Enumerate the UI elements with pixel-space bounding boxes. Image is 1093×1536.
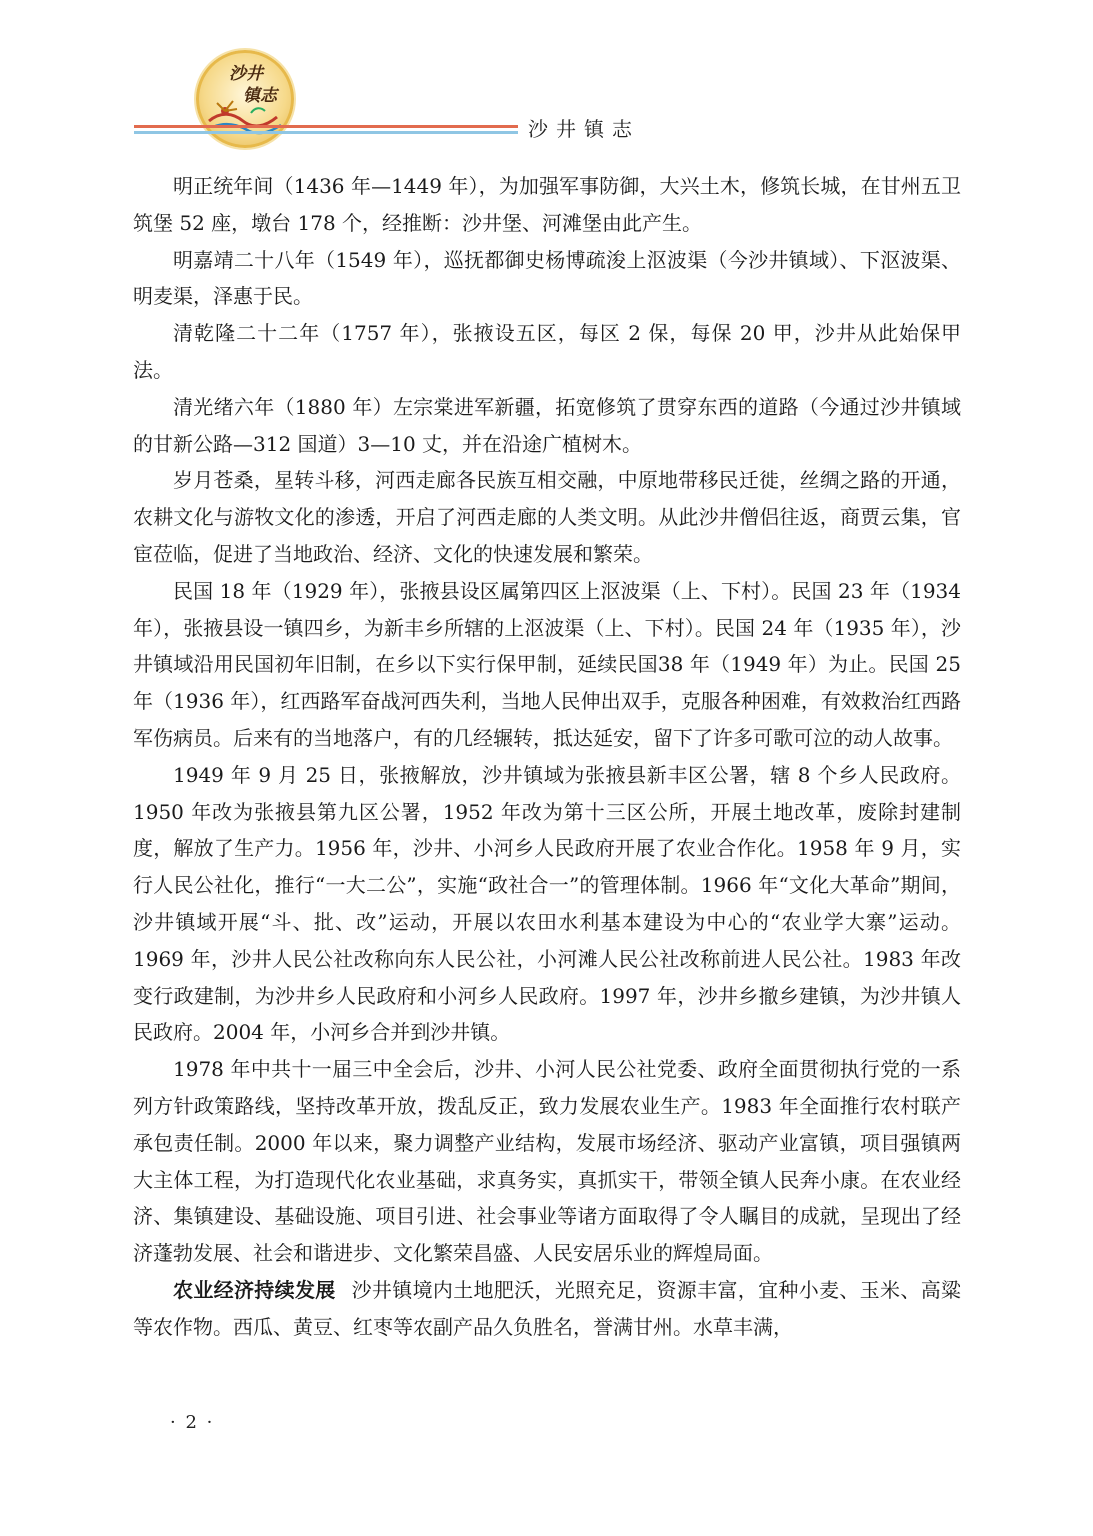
paragraph: 岁月苍桑，星转斗移，河西走廊各民族互相交融，中原地带移民迁徙，丝绸之路的开通，农耕文化与游牧文化的渗透，开启了河西走廊的人类文明。从此沙井僧侣往返，商贾云集，官宦莅临，促进了当地政治、经济、文化的快速发展和繁荣。 [133, 468, 961, 566]
page-number: · 2 · [170, 1412, 215, 1433]
paragraph: 1949 年 9 月 25 日，张掖解放，沙井镇域为张掖县新丰区公署，辖 8 个乡人民政府。1950 年改为张掖县第九区公署，1952 年改为第十三区公所，开展土地改革，废除封建制度，解放了生产力。1956 年，沙井、小河乡人民政府开展了农业合作化。1958 年 9 月，实行人民公社化，推行“一大二公”，实施“政社合一”的管理体制。1966 年“文化大革命”期间，沙井镇域开展“斗、批、改”运动，开展以农田水利基本建设为中心的“农业学大寨”运动。1969 年，沙井人民公社改称向东人民公社，小河滩人民公社改称前进人民公社。1983 年改变行政建制，为沙井乡人民政府和小河乡人民政府。1997 年，沙井乡撤乡建镇，为沙井镇人民政府。2004 年，小河乡合并到沙井镇。 [133, 762, 961, 1045]
page-header [0, 0, 1093, 150]
section-run-in-heading: 农业经济持续发展 [173, 1277, 336, 1302]
paragraph: 清光绪六年（1880 年）左宗棠进军新疆，拓宽修筑了贯穿东西的道路（今通过沙井镇域的甘新公路—312 国道）3—10 丈，并在沿途广植树木。 [133, 394, 961, 456]
paragraph-text: 沙井镇境内土地肥沃，光照充足，资源丰富，宜种小麦、玉米、高粱等农作物。西瓜、黄豆、红枣等农副产品久负胜名，誉满甘州。水草丰满， [133, 1277, 962, 1339]
header-rule-blue [134, 131, 518, 134]
logo-title-line1: 沙井 [229, 64, 263, 84]
logo-title-line2: 镇志 [243, 86, 277, 106]
paragraph: 清乾隆二十二年（1757 年），张掖设五区，每区 2 保，每保 20 甲，沙井从此始保甲法。 [133, 321, 961, 382]
paragraph-with-heading [133, 1272, 961, 1346]
paragraph: 1978 年中共十一届三中全会后，沙井、小河人民公社党委、政府全面贯彻执行党的一系列方针政策路线，坚持改革开放，拨乱反正，致力发展农业生产。1983 年全面推行农村联产承包责任制。2000 年以来，聚力调整产业结构，发展市场经济、驱动产业富镇，项目强镇两大主体工程，为打造现代化农业基础，求真务实，真抓实干，带领全镇人民奔小康。在农业经济、集镇建设、基础设施、项目引进、社会事业等诸方面取得了令人瞩目的成就，呈现出了经济蓬勃发展、社会和谐进步、文化繁荣昌盛、人民安居乐业的辉煌局面。 [133, 1057, 961, 1266]
body-text [133, 168, 961, 1346]
paragraph: 明正统年间（1436 年—1449 年），为加强军事防御，大兴土木，修筑长城，在甘州五卫筑堡 52 座，墩台 178 个，经推断：沙井堡、河滩堡由此产生。 [133, 174, 961, 235]
paragraph: 民国 18 年（1929 年），张掖县设区属第四区上沤波渠（上、下村）。民国 23 年（1934 年），张掖县设一镇四乡，为新丰乡所辖的上沤波渠（上、下村）。民国 24 年（1935 年），沙井镇域沿用民国初年旧制，在乡以下实行保甲制，延续民国38 年（1949 年）为止。民国 25 年（1936 年），红西路军奋战河西失利，当地人民伸出双手，克服各种困难，有效救治红西路军伤病员。后来有的当地落户，有的几经辗转，抵达延安，留下了许多可歌可泣的动人故事。 [133, 578, 961, 750]
header-rule-red [134, 125, 518, 128]
paragraph: 明嘉靖二十八年（1549 年），巡抚都御史杨博疏浚上沤波渠（今沙井镇域）、下沤波渠、明麦渠，泽惠于民。 [133, 247, 961, 309]
running-header-title: 沙井镇志 [528, 117, 640, 141]
